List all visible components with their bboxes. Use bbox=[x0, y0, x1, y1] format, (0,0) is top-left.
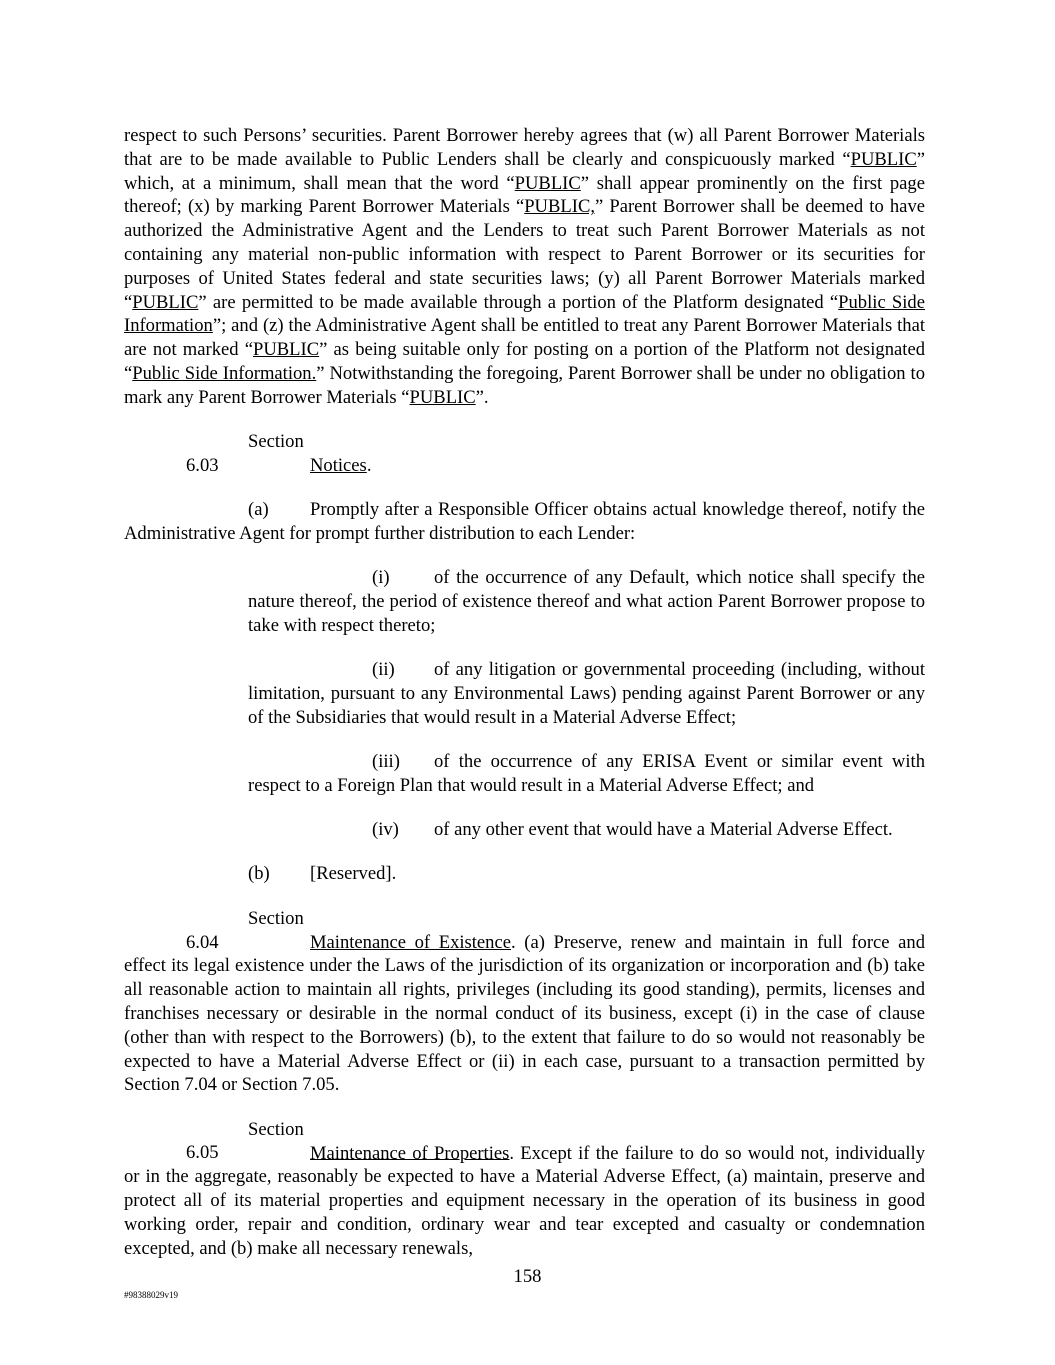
document-page bbox=[124, 124, 925, 1281]
clause-i: (i) of the occurrence of any Default, which notice shall specify the nature thereof, the period of existence thereof and what action Parent Borrower propose to take with respect thereto; bbox=[248, 567, 925, 636]
section-title: Notices bbox=[310, 454, 367, 476]
clause-ii: (ii) of any litigation or governmental proceeding (including, without limitation, pursuant to any Environmental Laws) pending against Parent Borrower or any of the Subsidiaries that would result in a Material Adverse Effect; bbox=[248, 659, 925, 728]
clause-iv: (iv) of any other event that would have a Material Adverse Effect. bbox=[372, 819, 893, 841]
section-6-03-heading: Section 6.03 Notices. bbox=[186, 431, 372, 476]
section-number: Section 6.04 bbox=[186, 907, 304, 953]
section-title: Maintenance of Existence bbox=[310, 931, 511, 953]
section-title: Maintenance of Properties bbox=[310, 1142, 510, 1164]
section-6-04: Section 6.04 Maintenance of Existence. (a) Preserve, renew and maintain in full force and effect its legal existence under the Laws of the jurisdiction of its organization or incorporation and (b) take all reasonable action to maintain all rights, privileges (including its good standing), permits, licenses and franchises necessary or desirable in the normal conduct of its business, except (i) in the case of clause (other than with respect to the Borrowers) (b), to the extent that failure to do so would not reasonably be expected to have a Material Adverse Effect or (ii) in each case, pursuant to a transaction permitted by Section 7.04 or Section 7.05. bbox=[124, 907, 925, 1096]
section-6-05: Section 6.05 Maintenance of Properties. Except if the failure to do so would not, individually or in the aggregate, reasonably be expected to have a Material Adverse Effect, (a) maintain, preserve and protect all of its material properties and equipment necessary in the operation of its business in good working order, repair and condition, ordinary wear and tear excepted and casualty or condemnation excepted, and (b) make all necessary renewals, bbox=[124, 1118, 925, 1259]
subsection-b: (b) [Reserved]. bbox=[248, 863, 397, 885]
clause-iii: (iii) of the occurrence of any ERISA Event or similar event with respect to a Foreign Plan that would result in a Material Adverse Effect; and bbox=[248, 751, 925, 796]
page-number: 158 bbox=[513, 1266, 542, 1287]
section-number: Section 6.05 bbox=[186, 1118, 304, 1164]
subsection-label: (a) bbox=[248, 499, 269, 521]
continuation-paragraph: respect to such Persons’ securities. Parent Borrower hereby agrees that (w) all Parent Borrower Materials that are to be made available to Public Lenders shall be clearly and conspicuously marked “PUBLIC” which, at a minimum, shall mean that the word “PUBLIC” shall appear prominently on the first page thereof; (x) by marking Parent Borrower Materials “PUBLIC,” Parent Borrower shall be deemed to have authorized the Administrative Agent and the Lenders to treat such Parent Borrower Materials as not containing any material non-public information with respect to Parent Borrower or its securities for purposes of United States federal and state securities laws; (y) all Parent Borrower Materials marked “PUBLIC” are permitted to be made available through a portion of the Platform designated “Public Side Information”; and (z) the Administrative Agent shall be entitled to treat any Parent Borrower Materials that are not marked “PUBLIC” as being suitable only for posting on a portion of the Platform not designated “Public Side Information.” Notwithstanding the foregoing, Parent Borrower shall be under no obligation to mark any Parent Borrower Materials “PUBLIC”. bbox=[124, 125, 925, 408]
subsection-a: (a) Promptly after a Responsible Officer obtains actual knowledge thereof, notify the Administrative Agent for prompt further distribution to each Lender: bbox=[124, 499, 925, 544]
document-id: #98388029v19 bbox=[124, 1290, 178, 1300]
section-number: Section 6.03 bbox=[186, 431, 304, 476]
